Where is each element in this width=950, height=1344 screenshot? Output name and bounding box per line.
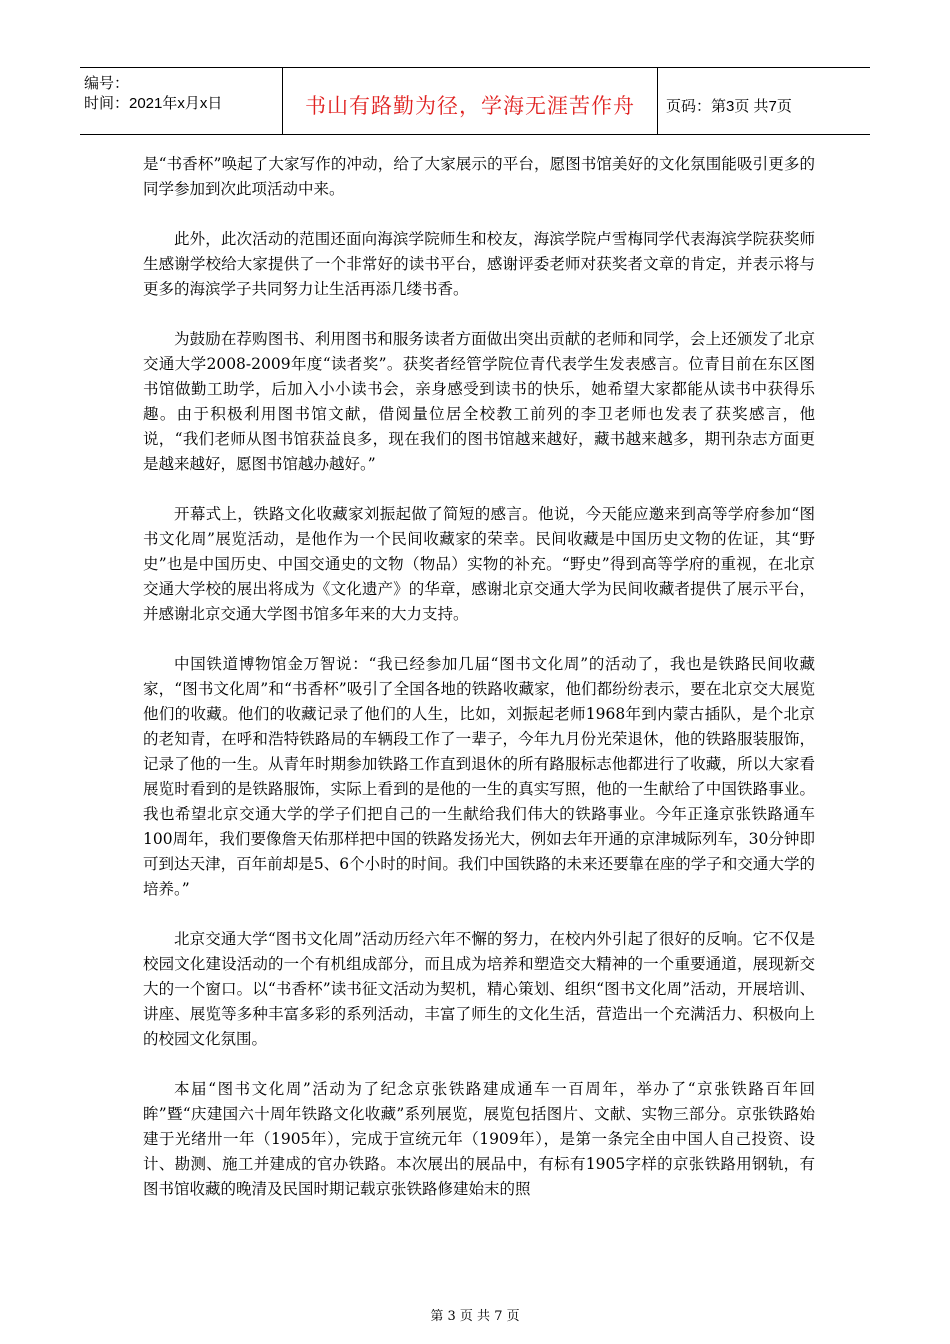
document-number-label: 编号：: [84, 75, 130, 92]
paragraph: 是“书香杯”唤起了大家写作的冲动，给了大家展示的平台，愿图书馆美好的文化氛围能吸引更多的同学参加到次此项活动中来。: [143, 155, 815, 198]
paragraph: 为鼓励在荐购图书、利用图书和服务读者方面做出突出贡献的老师和同学，会上还颁发了北京交通大学2008-2009年度“读者奖”。获奖者经管学院位青代表学生发表感言。位青目前在东区图书馆做勤工助学，后加入小小读书会，亲身感受到读书的快乐，她希望大家都能从读书中获得乐趣。由于积极利用图书馆文献，借阅量位居全校教工前列的李卫老师也发表了获奖感言，他说，“我们老师从图书馆获益良多，现在我们的图书馆越来越好，藏书越来越多，期刊杂志方面更是越来越好，愿图书馆越办越好。”: [143, 330, 815, 473]
paragraph: 中国铁道博物馆金万智说：“我已经参加几届“图书文化周”的活动了，我也是铁路民间收藏家，“图书文化周”和“书香杯”吸引了全国各地的铁路收藏家，他们都纷纷表示，要在北京交大展览他们的收藏。他们的收藏记录了他们的人生，比如，刘振起老师1968年到内蒙古插队，是个北京的老知青，在呼和浩特铁路局的车辆段工作了一辈子，今年九月份光荣退休，他的铁路服装服饰，记录了他的一生。从青年时期参加铁路工作直到退休的所有路服标志他都进行了收藏，所以大家看展览时看到的是铁路服饰，实际上看到的是他的一生的真实写照，他的一生献给了中国铁路事业。我也希望北京交通大学的学子们把自己的一生献给我们伟大的铁路事业。今年正逢京张铁路通车100周年，我们要像詹天佑那样把中国的铁路发扬光大，例如去年开通的京津城际列车，30分钟即可到达天津，百年前却是5、6个小时的时间。我们中国铁路的未来还要靠在座的学子和交通大学的培养。”: [143, 655, 815, 898]
page-header: [80, 67, 870, 135]
paragraph: 开幕式上，铁路文化收藏家刘振起做了简短的感言。他说，今天能应邀来到高等学府参加“图书文化周”展览活动，是他作为一个民间收藏家的荣幸。民间收藏是中国历史文物的佐证，其“野史”也是中国历史、中国交通史的文物（物品）实物的补充。“野史”得到高等学府的重视，在北京交通大学校的展出将成为《文化遗产》的华章，感谢北京交通大学为民间收藏者提供了展示平台，并感谢北京交通大学图书馆多年来的大力支持。: [143, 505, 815, 623]
page-footer: 第 3 页 共 7 页: [430, 1309, 520, 1324]
paragraph: 本届“图书文化周”活动为了纪念京张铁路建成通车一百周年，举办了“京张铁路百年回眸”暨“庆建国六十周年铁路文化收藏”系列展览，展览包括图片、文献、实物三部分。京张铁路始建于光绪卅一年（1905年），完成于宣统元年（1909年），是第一条完全由中国人自己投资、设计、勘测、施工并建成的官办铁路。本次展出的展品中，有标有1905字样的京张铁路用钢轨，有图书馆收藏的晚清及民国时期记载京张铁路修建始末的照: [143, 1080, 815, 1198]
header-motto: 书山有路勤为径，学海无涯苦作舟: [283, 68, 658, 134]
header-page-label: 页码：第3页 共7页: [666, 97, 792, 115]
header-meta: [80, 68, 283, 134]
document-body: [143, 152, 815, 1227]
paragraph: 北京交通大学“图书文化周”活动历经六年不懈的努力，在校内外引起了很好的反响。它不仅是校园文化建设活动的一个有机组成部分，而且成为培养和塑造交大精神的一个重要通道，展现新交大的一个窗口。以“书香杯”读书征文活动为契机，精心策划、组织“图书文化周”活动，开展培训、讲座、展览等多种丰富多彩的系列活动，丰富了师生的文化生活，营造出一个充满活力、积极向上的校园文化氛围。: [143, 930, 815, 1048]
document-time-label: 时间：2021年x月x日: [84, 95, 223, 112]
paragraph: 此外，此次活动的范围还面向海滨学院师生和校友，海滨学院卢雪梅同学代表海滨学院获奖师生感谢学校给大家提供了一个非常好的读书平台，感谢评委老师对获奖者文章的肯定，并表示将与更多的海滨学子共同努力让生活再添几缕书香。: [143, 230, 815, 298]
